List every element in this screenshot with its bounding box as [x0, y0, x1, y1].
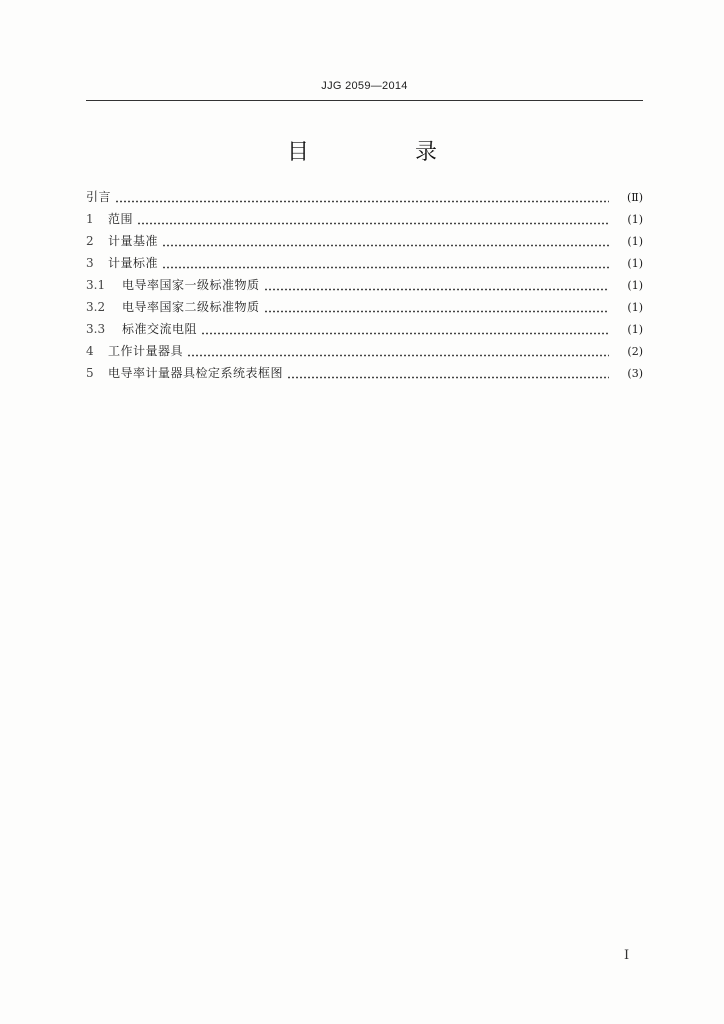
toc-item-3[interactable]: [86, 252, 643, 274]
toc-item-number: 1: [86, 212, 94, 226]
toc-item-3-2[interactable]: [86, 296, 643, 318]
toc-item-4[interactable]: [86, 340, 643, 362]
toc-item-number: 3.3: [86, 322, 106, 336]
toc-item-5[interactable]: [86, 362, 643, 384]
toc-item-label: 电导率国家一级标准物质: [122, 278, 260, 292]
toc-item-2[interactable]: [86, 230, 643, 252]
dot-leader: [264, 288, 609, 291]
header-rule: [86, 100, 643, 101]
toc-item-label: 电导率国家二级标准物质: [122, 300, 260, 314]
toc-item-label: 计量标准: [108, 256, 159, 270]
toc-item-page: (1): [627, 301, 643, 314]
dot-leader: [162, 266, 609, 269]
toc-item-page: (1): [627, 257, 643, 270]
toc-item-page: (2): [627, 345, 643, 358]
toc-item-page: (1): [627, 279, 643, 292]
toc-item-page: (1): [627, 235, 643, 248]
toc-item-number: 3.2: [86, 300, 106, 314]
dot-leader: [162, 244, 609, 247]
toc-item-3-3[interactable]: [86, 318, 643, 340]
toc-item-1[interactable]: [86, 208, 643, 230]
toc-item-number: 5: [86, 366, 94, 380]
page-header: [86, 80, 643, 104]
dot-leader: [187, 354, 609, 357]
toc-item-page: (3): [627, 367, 643, 380]
dot-leader: [264, 310, 609, 313]
toc-item-label: 计量基准: [108, 234, 159, 248]
toc-item-3-1[interactable]: [86, 274, 643, 296]
toc-item-label: 电导率计量器具检定系统表框图: [108, 366, 284, 380]
toc-item-page: (Ⅱ): [626, 191, 643, 204]
page-number: I: [624, 948, 630, 963]
toc-item-label: 标准交流电阻: [122, 322, 198, 336]
toc-item-label: 引言: [86, 190, 112, 204]
toc-item-number: 3.1: [86, 278, 106, 292]
toc-item-intro[interactable]: [86, 186, 643, 208]
dot-leader: [201, 332, 609, 335]
dot-leader: [115, 200, 609, 203]
toc-item-page: (1): [627, 213, 643, 226]
toc-item-number: 2: [86, 234, 94, 248]
dot-leader: [287, 376, 609, 379]
toc-item-page: (1): [627, 323, 643, 336]
dot-leader: [137, 222, 609, 225]
toc-item-label: 范围: [108, 212, 134, 226]
toc-item-number: 3: [86, 256, 94, 270]
toc-list: [86, 186, 643, 384]
toc-item-number: 4: [86, 344, 94, 358]
standard-code: JJG 2059—2014: [321, 80, 408, 92]
toc-title: 目 录: [286, 140, 479, 165]
toc-item-label: 工作计量器具: [108, 344, 184, 358]
